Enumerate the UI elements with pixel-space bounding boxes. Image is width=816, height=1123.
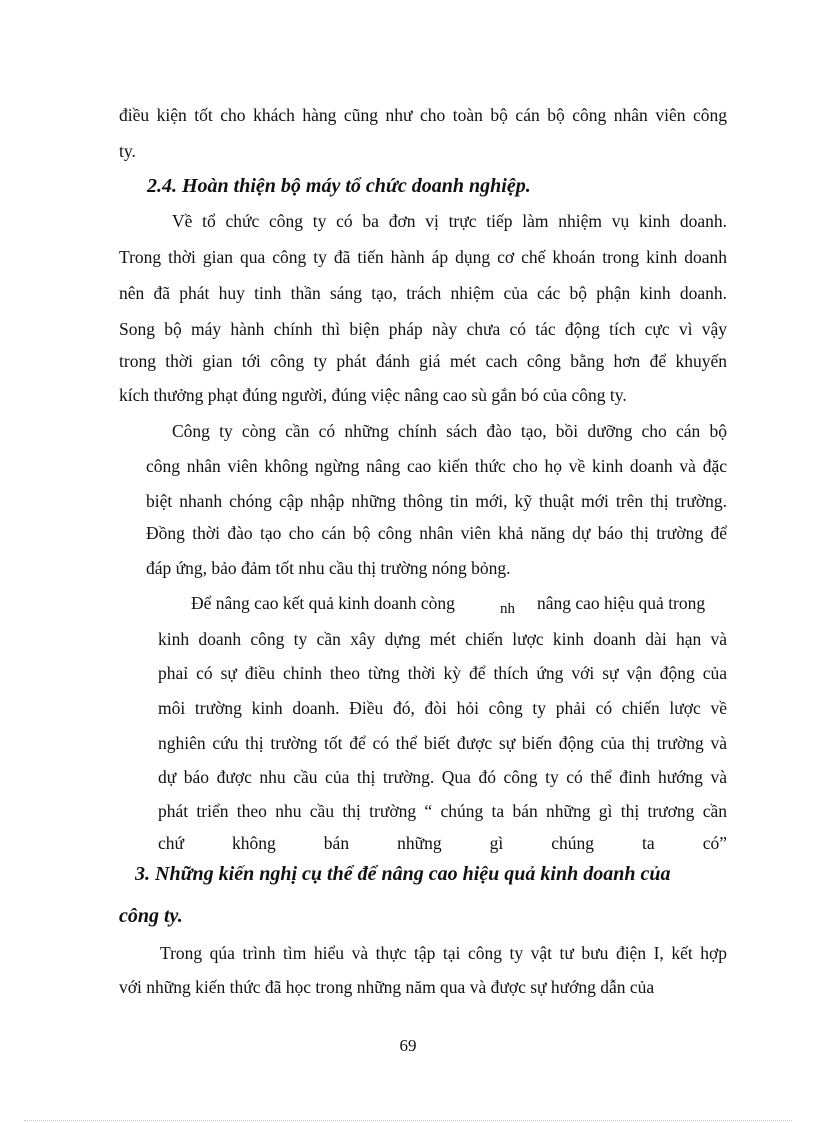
text-line: ty. [119,141,136,161]
text-line: Trong qúa trình tìm hiểu và thực tập tại công ty vật tư bưu điện I, kết hợp [160,943,727,963]
text-line: môi trường kinh doanh. Điều đó, đòi hỏi công ty phải có chiến lược về [158,698,727,718]
text-line: kích thưởng phạt đúng người, đúng việc nâng cao sù gắn bó của công ty. [119,385,627,405]
text-line: Về tổ chức công ty có ba đơn vị trực tiếp làm nhiệm vụ kinh doanh. [172,211,727,231]
text-line: biệt nhanh chóng cập nhập những thông tin mới, kỹ thuật mới trên thị trường. [146,491,727,511]
text-line: với những kiến thức đã học trong những năm qua và được sự hướng dẫn của [119,977,655,997]
text-line: đáp ứng, bảo đảm tốt nhu cầu thị trường nóng bỏng. [146,558,511,578]
text-line: trong thời gian tới công ty phát đánh giá mét cach công bằng hơn để khuyến [119,351,727,371]
text-line: công nhân viên không ngừng nâng cao kiến thức cho họ về kinh doanh và đặc [146,456,727,476]
section-heading-3-cont: công ty. [119,905,183,927]
section-heading-3: 3. Những kiến nghị cụ thể để nâng cao hiệu quả kinh doanh của [135,863,671,885]
text-line: kinh doanh công ty cần xây dựng mét chiến lược kinh doanh dài hạn và [158,629,727,649]
page-bottom-divider [24,1120,792,1121]
text-line: Đồng thời đào tạo cho cán bộ công nhân viên khả năng dự báo thị trường để [146,523,727,543]
text-line: nên đã phát huy tinh thần sáng tạo, trách nhiệm của các bộ phận kinh doanh. [119,283,727,303]
text-line: Công ty còng cần có những chính sách đào tạo, bồi dưỡng cho cán bộ [172,421,727,441]
page-number: 69 [399,1036,417,1055]
text-fragment: nh [500,601,515,617]
text-line: Để nâng cao kết quả kinh doanh còng [191,593,455,613]
section-heading-2-4: 2.4. Hoàn thiện bộ máy tổ chức doanh nghiệp. [147,175,531,197]
text-line: điều kiện tốt cho khách hàng cũng như cho toàn bộ cán bộ công nhân viên công [119,105,727,125]
text-line: Song bộ máy hành chính thì biện pháp này chưa có tác động tích cực vì vậy [119,319,727,339]
text-line: nâng cao hiệu quả trong [537,593,706,613]
text-line: dự báo được nhu cầu của thị trường. Qua đó công ty có thể đinh hướng và [158,767,727,787]
text-line: nghiên cứu thị trường tốt để có thể biết được sự biến động của thị trường và [158,733,727,753]
text-line: Trong thời gian qua công ty đã tiến hành áp dụng cơ chế khoán trong kinh doanh [119,247,727,267]
text-line: phát triển theo nhu cầu thị trường “ chúng ta bán những gì thị trương cần [158,801,727,821]
text-line: chứ không bán những gì chúng ta có” [158,833,727,853]
text-line: phaỉ có sự điều chỉnh theo từng thời kỳ để thích ứng với sự vận động của [158,663,727,683]
